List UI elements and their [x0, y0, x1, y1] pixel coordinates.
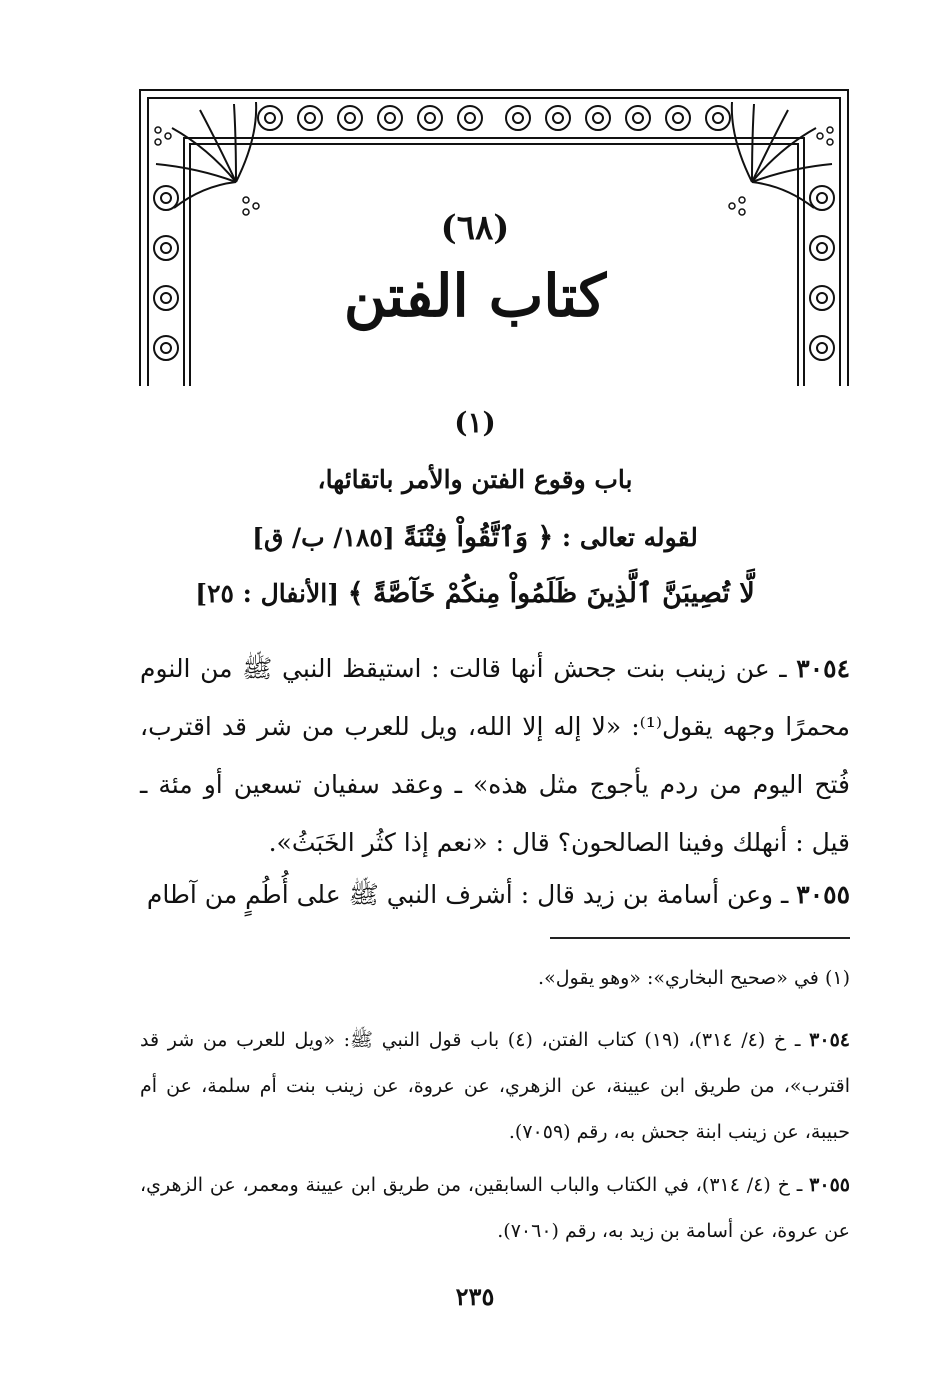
book-title: كتاب الفتن	[343, 262, 607, 330]
footnote-text: ـ خ (٤/ ٣١٤)، (١٩) كتاب الفتن، (٤) باب قول النبي ﷺ: «ويل للعرب من شر قد اقترب»، من طريق ابن عيينة، عن الزهري، عن عروة، عن زينب بنت أم سلمة، عن أم حبيبة، عن زينب ابنة جحش به، رقم (٧٠٥٩).	[140, 1029, 850, 1143]
book-number: (٦٨)	[440, 208, 510, 248]
chapter-number: (١)	[454, 406, 496, 439]
verse-reference-2: [الأنفال : ٢٥]	[195, 579, 340, 608]
hadith-paragraph	[140, 640, 850, 872]
footnote-label: ٣٠٥٤	[809, 1029, 850, 1051]
footnote-divider	[550, 937, 850, 939]
verse-line-1	[0, 522, 950, 553]
footnote-label: ٣٠٥٥	[809, 1174, 850, 1196]
verse-line-2	[0, 578, 950, 609]
verse-text-part1: ﴿ وَٱتَّقُواْ فِتْنَةً	[403, 522, 554, 553]
footnote-text: ـ خ (٤/ ٣١٤)، في الكتاب والباب السابقين، من طريق ابن عيينة ومعمر، عن الزهري، عن عروة، عن أسامة بن زيد به، رقم (٧٠٦٠).	[140, 1174, 850, 1242]
footnote	[140, 955, 850, 1001]
hadith-text: ـ وعن أسامة بن زيد قال : أشرف النبي ﷺ على أُطُمٍ من آطام	[146, 880, 789, 909]
verse-reference-1: [١٨٥/ ب/ ق]	[252, 523, 395, 552]
footnote	[140, 1162, 850, 1254]
footnote-label: (١)	[824, 967, 850, 989]
verse-intro: لقوله تعالى :	[561, 523, 698, 552]
hadith-number: ٣٠٥٥	[796, 880, 850, 909]
hadith-text: ـ عن زينب بنت جحش أنها قالت : استيقظ النبي ﷺ من النوم محمرًا وجهه يقول⁽¹⁾: «لا إله إلا الله، ويل للعرب من شر قد اقترب، فُتح اليوم من ردم يأجوج مثل هذه» ـ وعقد سفيان تسعين أو مئة ـ قيل : أنهلك وفينا الصالحون؟ قال : «نعم إذا كثُر الخَبَثُ».	[140, 654, 850, 857]
hadith-paragraph	[140, 866, 850, 924]
page-number: ٢٣٥	[455, 1282, 495, 1311]
chapter-title: باب وقوع الفتن والأمر باتقائها،	[317, 465, 633, 494]
hadith-number: ٣٠٥٤	[796, 654, 850, 683]
verse-text-part2: لَّا تُصِيبَنَّ ٱلَّذِينَ ظَلَمُواْ مِنكُمْ خَآصَّةً ﴾	[347, 578, 755, 609]
footnote	[140, 1017, 850, 1155]
footnote-text: في «صحيح البخاري»: «وهو يقول».	[538, 967, 819, 989]
